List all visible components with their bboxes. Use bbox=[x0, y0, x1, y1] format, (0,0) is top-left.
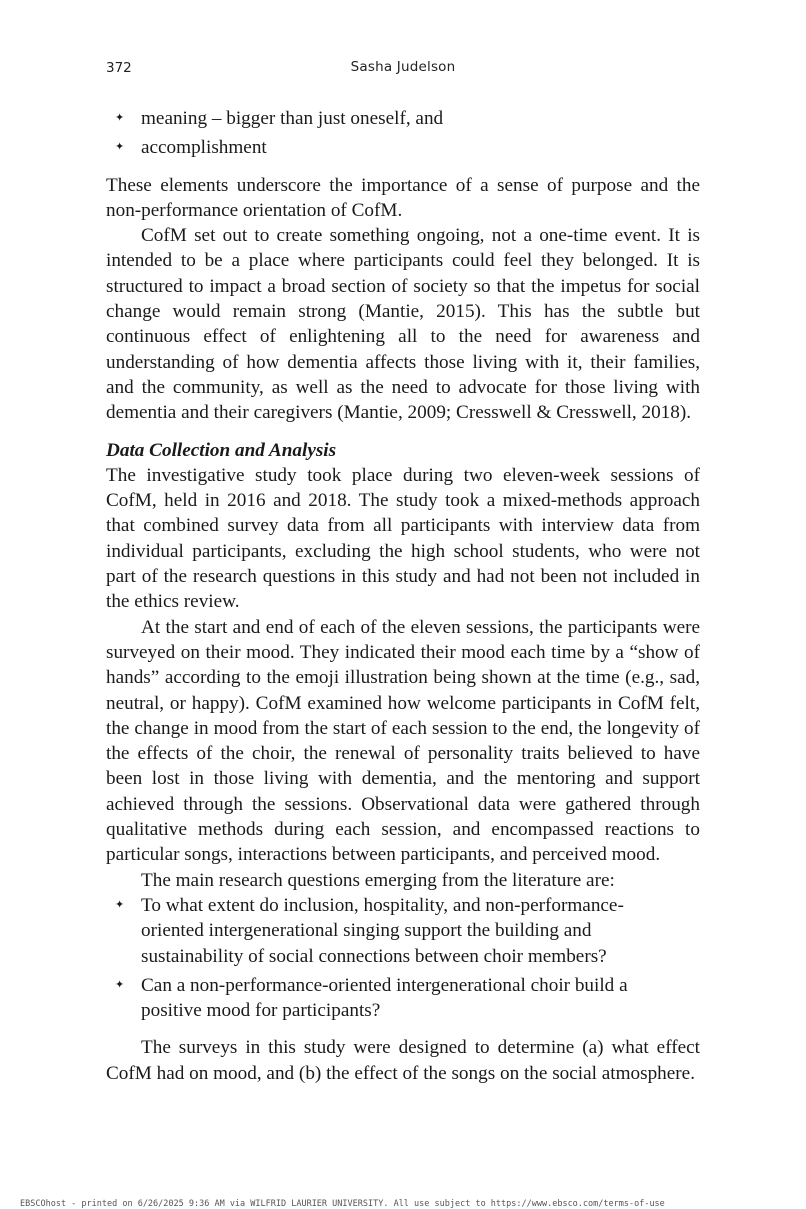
list-item-text: accomplishment bbox=[141, 137, 267, 159]
bullet-icon: ✦ bbox=[115, 898, 125, 911]
paragraph: CofM set out to create something ongoing, not a one-time event. It is intended to be a place where participants could feel they belonged. It is structured to impact a broad section of society so that the impetus for social change would remain strong (Mantie, 2015). This has the subtle but continuous effect of enlightening all to the need for awareness and understanding of how dementia affects those living with it, their families, and the community, as well as the need to advocate for those living with dementia and their caregivers (Mantie, 2009; Cresswell & Cresswell, 2018). bbox=[106, 225, 700, 424]
list-item bbox=[115, 106, 700, 131]
list-item bbox=[115, 135, 700, 160]
section-heading: Data Collection and Analysis bbox=[106, 439, 337, 461]
running-head bbox=[106, 58, 700, 80]
running-head-author: Sasha Judelson bbox=[350, 59, 456, 75]
paragraph: The surveys in this study were designed to determine (a) what effect CofM had on mood, and (b) the effect of the songs on the social atmosphere. bbox=[106, 1037, 700, 1084]
paragraph: These elements underscore the importance of a sense of purpose and the non-performance orientation of CofM. bbox=[106, 174, 700, 221]
paragraph: At the start and end of each of the eleven sessions, the participants were surveyed on their mood. They indicated their mood each time by a “show of hands” according to the emoji illustration being shown at the time (e.g., sad, neutral, or happy). CofM examined how welcome participants in CofM felt, the change in mood from the start of each session to the end, the longevity of the effects of the choir, the renewal of personality traits believed to have been lost in those living with dementia, and the mentoring and support achieved through the sessions. Observational data were gathered through qualitative methods during each session, and encompassed reactions to particular songs, interactions between participants, and perceived mood. bbox=[106, 616, 700, 866]
bullet-icon: ✦ bbox=[115, 978, 125, 991]
paragraph: The main research questions emerging from the literature are: bbox=[141, 869, 615, 891]
list-item bbox=[115, 973, 700, 1024]
bullet-icon: ✦ bbox=[115, 141, 125, 154]
paragraph: The investigative study took place during two eleven-week sessions of CofM, held in 2016 and 2018. The study took a mixed-methods approach that combined survey data from all participants with interview data from individual participants, excluding the high school students, who were not part of the research questions in this study and had not been not included in the ethics review. bbox=[106, 464, 700, 613]
list-item-text: meaning – bigger than just oneself, and bbox=[141, 108, 444, 129]
research-questions-list bbox=[106, 893, 700, 1023]
page-number: 372 bbox=[106, 60, 132, 76]
bullet-icon: ✦ bbox=[115, 112, 125, 124]
print-footer: EBSCOhost - printed on 6/26/2025 9:36 AM via WILFRID LAURIER UNIVERSITY. All use subject to https://www.ebsco.com/terms-of-use bbox=[20, 1199, 665, 1209]
body-text bbox=[106, 106, 700, 1086]
bullet-list-top bbox=[106, 106, 700, 161]
list-item bbox=[115, 893, 700, 969]
list-item-text: To what extent do inclusion, hospitality, and non-performance-oriented intergenerational singing support the building and sustainability of social connections between choir members? bbox=[141, 894, 624, 967]
list-item-text: Can a non-performance-oriented intergenerational choir build a positive mood for participants? bbox=[141, 974, 628, 1022]
